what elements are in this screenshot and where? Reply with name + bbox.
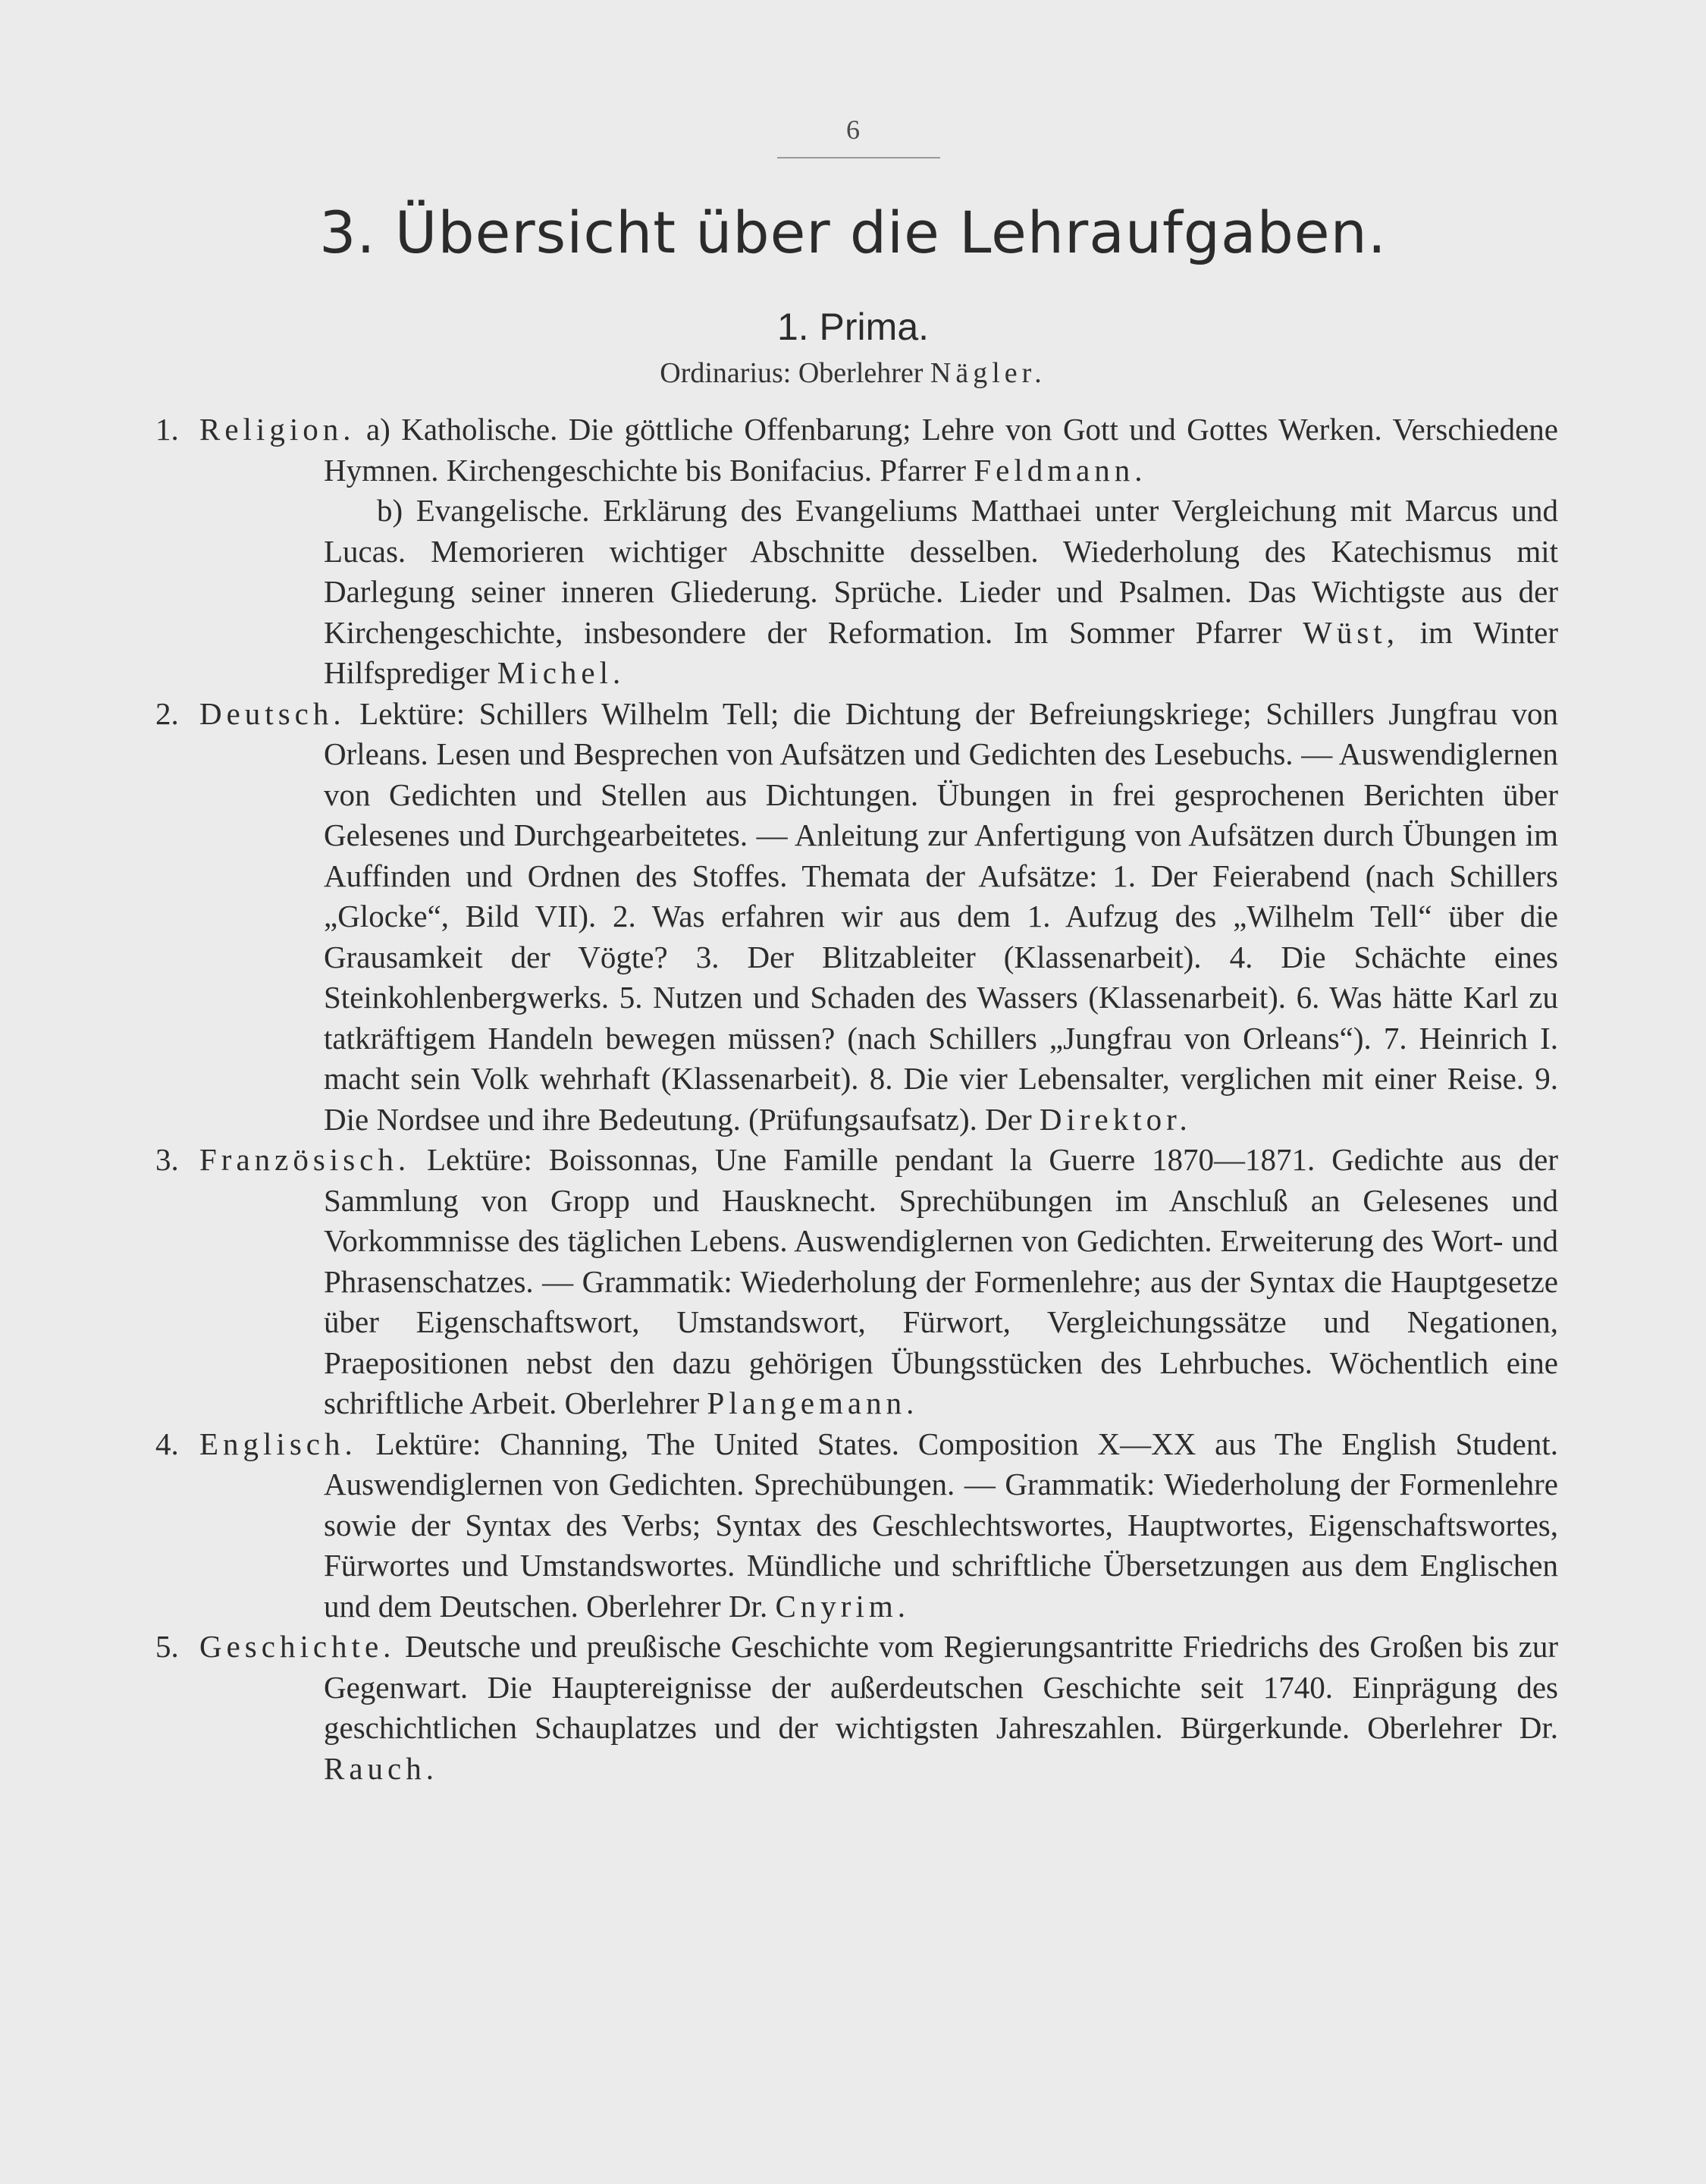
teacher-name: Michel. <box>497 655 626 690</box>
main-title: 3. Übersicht über die Lehraufgaben. <box>319 199 1387 266</box>
ordinarius-line <box>0 356 1706 390</box>
page-number: 6 <box>846 115 860 145</box>
ordinarius-label: Ordinarius: Oberlehrer <box>660 357 924 389</box>
subject-name: Deutsch. <box>199 695 346 731</box>
subject-number: 2. <box>155 695 179 731</box>
section-title: 1. Prima. <box>776 306 930 348</box>
subject-franzoesisch <box>155 1140 1558 1424</box>
teacher-name: Plangemann. <box>707 1385 919 1420</box>
teacher-name: Wüst, <box>1303 614 1399 650</box>
subject-deutsch <box>155 694 1558 1141</box>
header-rule <box>777 157 940 158</box>
subject-text: Lektüre: Schillers Wilhelm Tell; die Dichtung der Befreiungskriege; Schillers Jungfrau von Orleans. Lesen und Besprechen von Aufsätzen und Gedichten des Lesebuchs. — Auswendiglernen von Gedichten und Stellen aus Dichtungen. Übungen in frei gesprochenen Berichten über Gelesenes und Durchgearbeitetes. — Anleitung zur Anfertigung von Aufsätzen durch Übungen im Auffinden und Ordnen des Stoffes. Themata der Aufsätze: 1. Der Feierabend (nach Schillers „Glocke“, Bild VII). 2. Was erfahren wir aus dem 1. Aufzug des „Wilhelm Tell“ über die Grausamkeit der Vögte? 3. Der Blitzableiter (Klassenarbeit). 4. Die Schächte eines Steinkohlenbergwerks. 5. Nutzen und Schaden des Wassers (Klassenarbeit). 6. Was hätte Karl zu tatkräftigem Handeln bewegen müssen? (nach Schillers „Jungfrau von Orleans“). 7. Heinrich I. macht sein Volk wehrhaft (Klassenarbeit). 8. Die vier Lebensalter, verglichen mit einer Reise. 9. Die Nordsee und ihre Bedeutung. (Prüfungsaufsatz). Der <box>324 695 1558 1137</box>
subject-number: 3. <box>155 1142 179 1177</box>
subject-text-protestant-winter: im Winter Hilfsprediger <box>324 614 1559 690</box>
subject-name: Geschichte. <box>199 1629 396 1664</box>
subject-englisch <box>155 1424 1558 1627</box>
teacher-name: Direktor. <box>1039 1101 1192 1137</box>
subject-number: 4. <box>155 1426 179 1461</box>
teacher-name: Cnyrim. <box>775 1588 910 1624</box>
subject-name: Englisch. <box>199 1426 357 1461</box>
curriculum-body <box>155 410 1558 1789</box>
subject-text-protestant-block <box>324 491 1558 694</box>
teacher-name: Rauch. <box>324 1750 438 1786</box>
ordinarius-name: Nägler. <box>930 357 1046 389</box>
teacher-name: Feldmann. <box>974 452 1147 488</box>
subject-text-protestant: b) Evangelische. Erklärung des Evangeliums Matthaei unter Vergleichung mit Marcus und Lucas. Memorieren wichtiger Abschnitte desselben. Wiederholung des Katechismus mit Darlegung seiner inneren Gliederung. Sprüche. Lieder und Psalmen. Das Wichtigste aus der Kirchengeschichte, insbesondere der Reformation. Im Sommer Pfarrer <box>324 493 1558 650</box>
subject-geschichte <box>155 1627 1558 1789</box>
subject-text: Lektüre: Channing, The United States. Composition X—XX aus The English Student. Auswendiglernen von Gedichten. Sprechübungen. — Grammatik: Wiederholung der Formenlehre sowie der Syntax des Verbs; Syntax des Geschlechtswortes, Hauptwortes, Eigenschaftswortes, Fürwortes und Umstandswortes. Mündliche und schriftliche Übersetzungen aus dem Englischen und dem Deutschen. Oberlehrer Dr. <box>324 1426 1558 1624</box>
subject-name: Religion. <box>199 412 356 447</box>
subject-text-catholic: a) Katholische. Die göttliche Offenbarung; Lehre von Gott und Gottes Werken. Verschiedene Hymnen. Kirchengeschichte bis Bonifacius. Pfarrer <box>324 412 1558 488</box>
subject-name: Französisch. <box>199 1142 411 1177</box>
subject-text: Deutsche und preußische Geschichte vom Regierungsantritte Friedrichs des Großen bis zur Gegenwart. Die Hauptereignisse der außerdeutschen Geschichte seit 1740. Einprägung des geschichtlichen Schauplatzes und der wichtigsten Jahreszahlen. Bürgerkunde. Oberlehrer Dr. <box>324 1629 1558 1745</box>
subject-religion <box>155 410 1558 694</box>
subject-text: Lektüre: Boissonnas, Une Famille pendant la Guerre 1870—1871. Gedichte aus der Sammlung von Gropp und Hausknecht. Sprechübungen im Anschluß an Gelesenes und Vorkommnisse des täglichen Lebens. Auswendiglernen von Gedichten. Erweiterung des Wort- und Phrasenschatzes. — Grammatik: Wiederholung der Formenlehre; aus der Syntax die Hauptgesetze über Eigenschaftswort, Umstandswort, Fürwort, Vergleichungssätze und Negationen, Praepositionen nebst den dazu gehörigen Übungsstücken des Lehrbuches. Wöchentlich eine schriftliche Arbeit. Oberlehrer <box>324 1142 1558 1420</box>
subject-number: 5. <box>155 1629 179 1664</box>
subject-number: 1. <box>155 412 179 447</box>
